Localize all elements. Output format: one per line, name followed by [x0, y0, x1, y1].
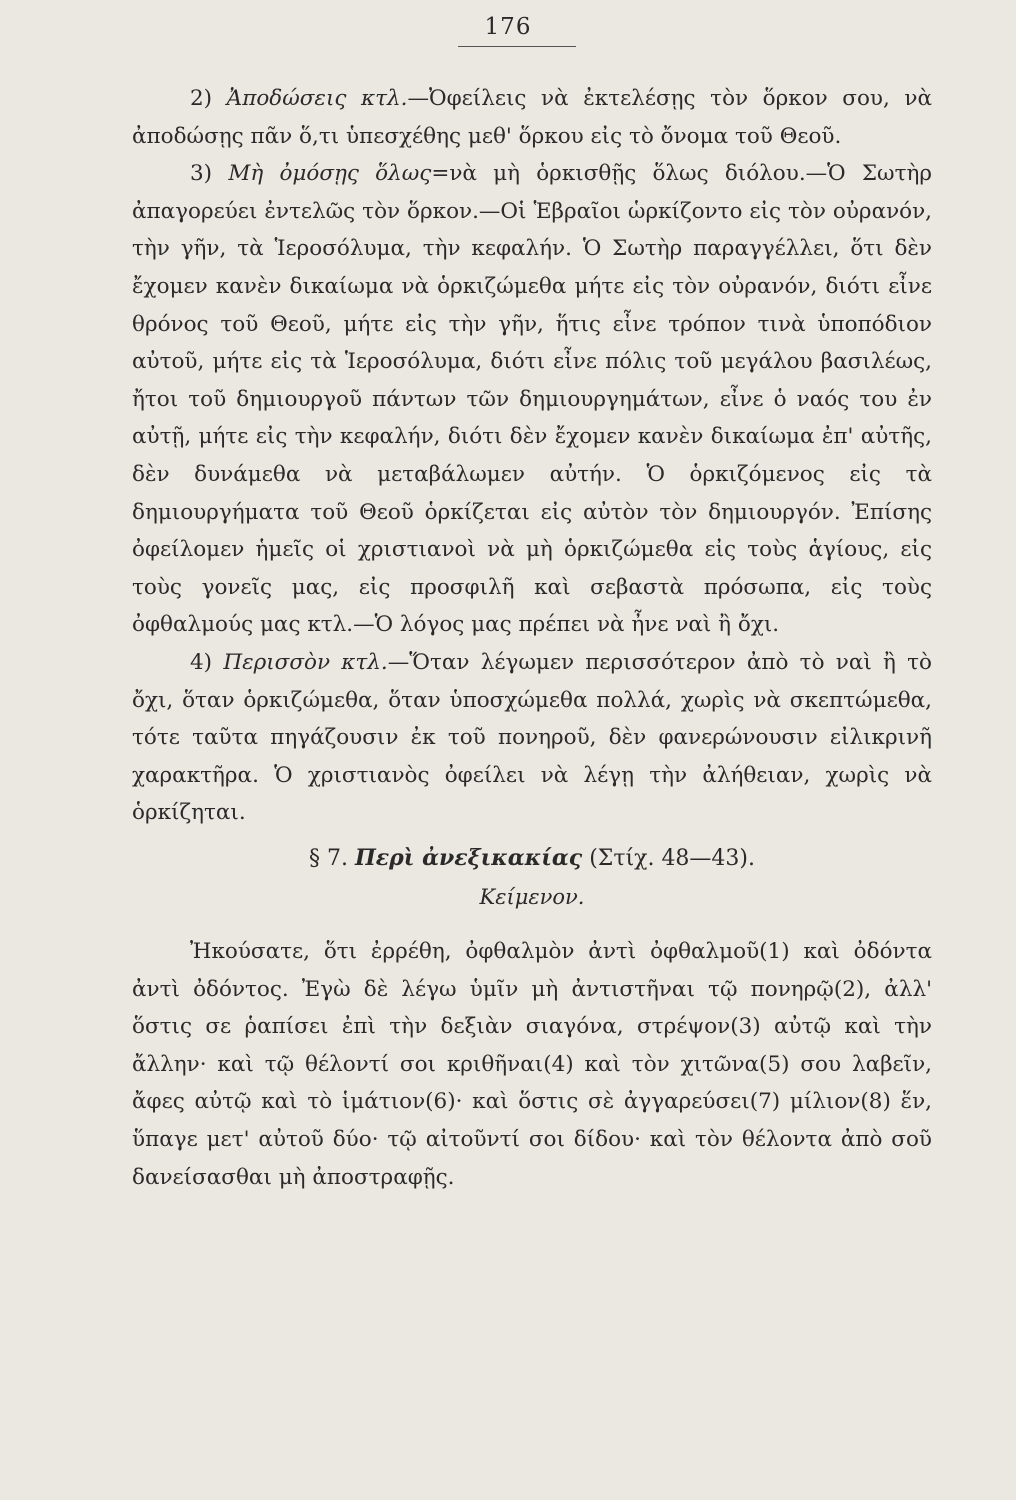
paragraph-term: Μὴ ὀμόσῃς ὅλως — [228, 161, 432, 187]
page-number-rule — [458, 46, 576, 47]
subheading: Κείμενον. — [479, 885, 585, 910]
section-title: Περὶ ἀνεξικακίας — [354, 844, 583, 871]
section-reference: (Στίχ. 48—43). — [589, 845, 756, 871]
page-body — [132, 80, 932, 1196]
paragraph-term: Περισσὸν κτλ. — [223, 649, 388, 675]
paragraph-text: —Ὀφείλεις νὰ ἐκτελέσῃς τὸν ὅρκον σου, νὰ ἀποδώσῃς πᾶν ὅ,τι ὑπεσχέθης μεθ' ὅρκου εἰς τὸ ὄνομα τοῦ Θεοῦ. — [132, 86, 932, 149]
paragraph-number: 4) — [190, 649, 213, 675]
section-symbol: § 7. — [308, 845, 348, 871]
paragraph-3 — [132, 155, 932, 644]
paragraph-4 — [132, 644, 932, 832]
paragraph-text: —Ὅταν λέγωμεν περισσότερον ἀπὸ τὸ ναὶ ἢ τὸ ὄχι, ὅταν ὁρκιζώμεθα, ὅταν ὑποσχώμεθα πολλά, χωρὶς νὰ σκεπτώμεθα, τότε ταῦτα πηγάζουσιν ἐκ τοῦ πονηροῦ, δὲν φανερώνουσιν εἰλικρινῆ χαρακτῆρα. Ὁ χριστιανὸς ὀφείλει νὰ λέγῃ τὴν ἀλήθειαν, χωρὶς νὰ ὁρκίζηται. — [132, 649, 932, 826]
page-number: 176 — [484, 14, 532, 40]
paragraph-2 — [132, 80, 932, 155]
paragraph-term: Ἀποδώσεις κτλ. — [226, 86, 408, 111]
paragraph-number: 3) — [190, 161, 213, 187]
paragraph-text: =νὰ μὴ ὁρκισθῇς ὅλως διόλου.—Ὁ Σωτὴρ ἀπαγορεύει ἐντελῶς τὸν ὅρκον.—Οἱ Ἑβραῖοι ὡρκίζοντο εἰς τὸν οὐρανόν, τὴν γῆν, τὰ Ἱεροσόλυμα, τὴν κεφαλήν. Ὁ Σωτὴρ παραγγέλλει, ὅτι δὲν ἔχομεν κανὲν δικαίωμα νὰ ὁρκιζώμεθα μήτε εἰς τὸν οὐρανόν, διότι εἶνε θρόνος τοῦ Θεοῦ, μήτε εἰς τὴν γῆν, ἥτις εἶνε τρόπον τινὰ ὑποπόδιον αὐτοῦ, μήτε εἰς τὰ Ἱεροσόλυμα, διότι εἶνε πόλις τοῦ μεγάλου βασιλέως, ἤτοι τοῦ δημιουργοῦ πάντων τῶν δημιουργημάτων, εἶνε ὁ ναός του ἐν αὐτῇ, μήτε εἰς τὴν κεφαλήν, διότι δὲν ἔχομεν κανὲν δικαίωμα ἐπ' αὐτῆς, δὲν δυνάμεθα νὰ μεταβάλωμεν αὐτήν. Ὁ ὁρκιζόμενος εἰς τὰ δημιουργήματα τοῦ Θεοῦ ὁρκίζεται εἰς αὐτὸν τὸν δημιουργόν. Ἐπίσης ὀφείλομεν ἡμεῖς οἱ χριστιανοὶ νὰ μὴ ὁρκιζώμεθα εἰς τοὺς ἁγίους, εἰς τοὺς γονεῖς μας, εἰς προσφιλῆ καὶ σεβαστὰ πρόσωπα, εἰς τοὺς ὀφθαλμούς μας κτλ.—Ὁ λόγος μας πρέπει νὰ ἦνε ναὶ ἢ ὄχι. — [132, 161, 933, 638]
scripture-text: Ἠκούσατε, ὅτι ἐρρέθη, ὀφθαλμὸν ἀντὶ ὀφθαλμοῦ(1) καὶ ὀδόντα ἀντὶ ὀδόντος. Ἐγὼ δὲ λέγω ὑμῖν μὴ ἀντιστῆναι τῷ πονηρῷ(2), ἀλλ' ὅστις σε ῥαπίσει ἐπὶ τὴν δεξιὰν σιαγόνα, στρέψον(3) αὐτῷ καὶ τὴν ἄλλην· καὶ τῷ θέλοντί σοι κριθῆναι(4) καὶ τὸν χιτῶνα(5) σου λαβεῖν, ἄφες αὐτῷ καὶ τὸ ἱμάτιον(6)· καὶ ὅστις σὲ ἀγγαρεύσει(7) μίλιον(8) ἕν, ὕπαγε μετ' αὐτοῦ δύο· τῷ αἰτοῦντί σοι δίδου· καὶ τὸν θέλοντα ἀπὸ σοῦ δανείσασθαι μὴ ἀποστραφῇς. — [132, 939, 932, 1190]
paragraph-number: 2) — [190, 86, 213, 111]
section-heading — [132, 840, 932, 878]
